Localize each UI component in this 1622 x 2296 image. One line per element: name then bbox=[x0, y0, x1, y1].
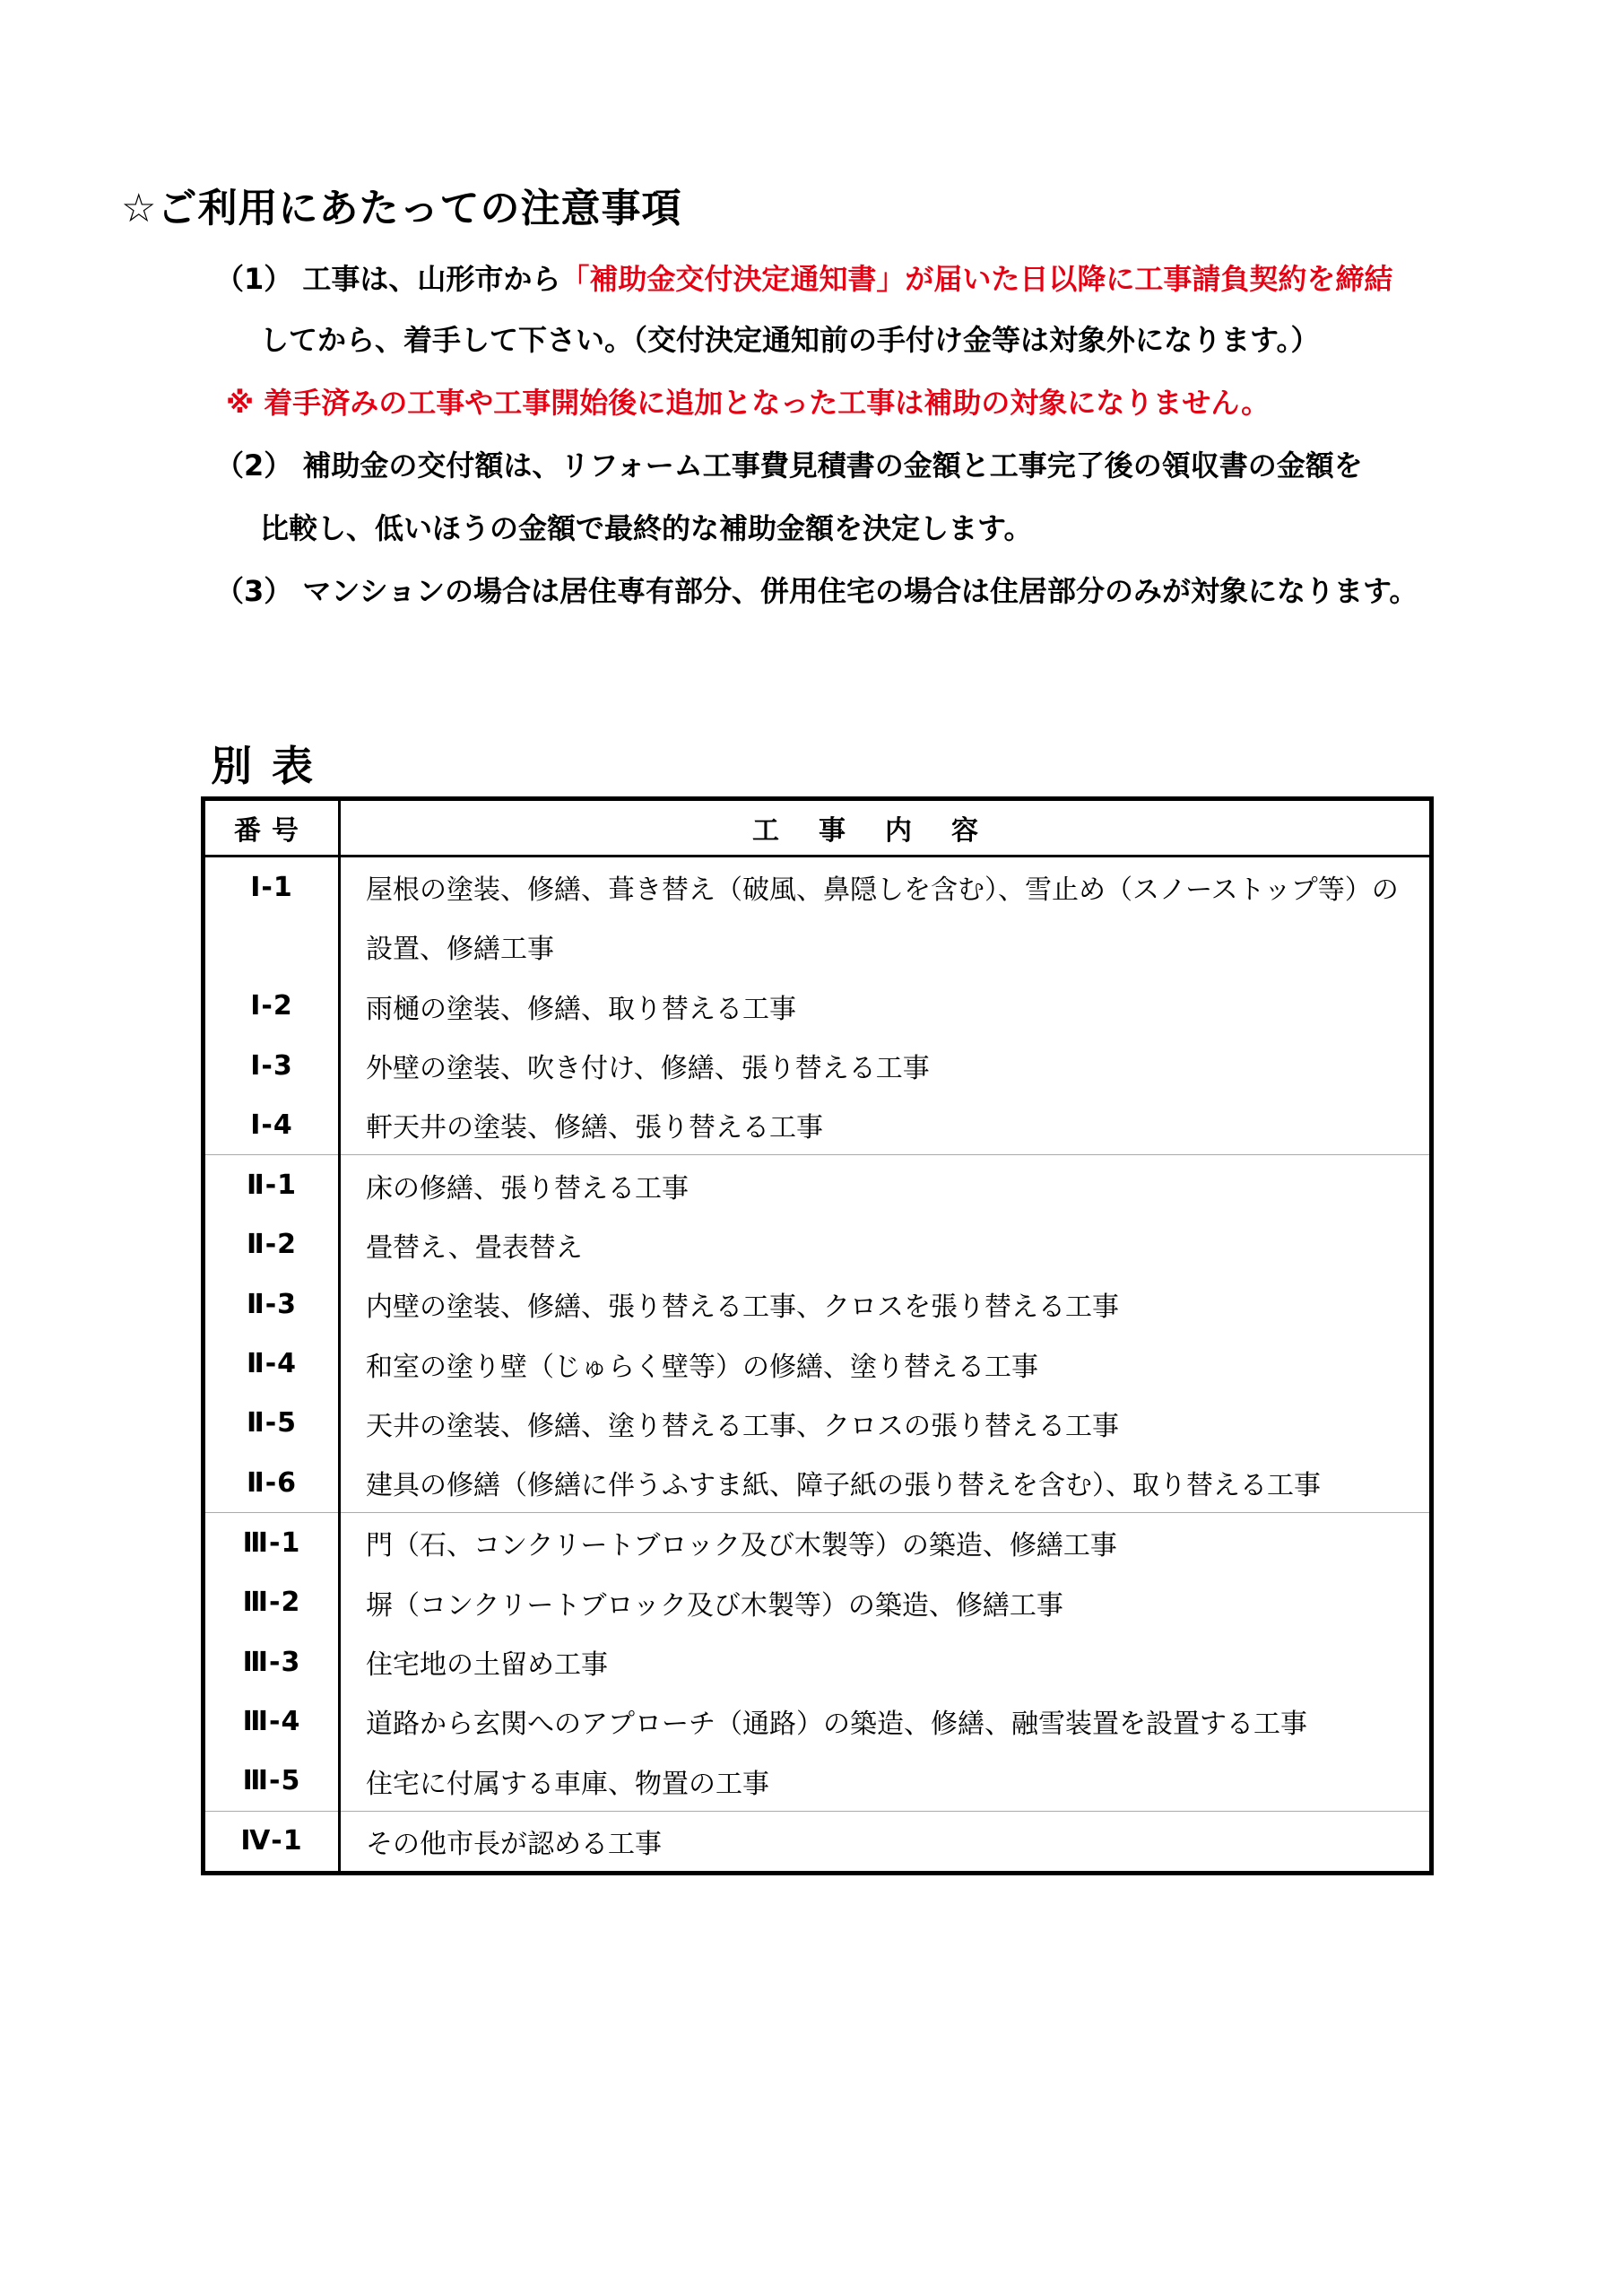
row-content: 門（石、コンクリートブロック及び木製等）の築造、修繕工事 bbox=[340, 1513, 1432, 1573]
table-row bbox=[204, 1274, 1432, 1334]
row-number: Ⅱ-6 bbox=[204, 1453, 340, 1513]
table-row bbox=[204, 1632, 1432, 1692]
row-number: Ⅲ-3 bbox=[242, 1646, 301, 1678]
table-row bbox=[204, 1095, 1432, 1155]
table-row bbox=[204, 1573, 1432, 1632]
row-content: 住宅地の土留め工事 bbox=[340, 1632, 1432, 1692]
note-item-2-line-2: 比較し、低いほうの金額で最終的な補助金額を決定します。 bbox=[260, 511, 1033, 545]
header-content: 工事内容 bbox=[340, 799, 1432, 857]
row-number: Ⅱ-3 bbox=[246, 1288, 298, 1320]
note-item-1-highlight: 「補助金交付決定通知書」が届いた日以降に工事請負契約を締結 bbox=[560, 262, 1393, 296]
row-number: Ⅳ-1 bbox=[240, 1825, 303, 1857]
row-content: 畳替え、畳表替え bbox=[340, 1215, 1432, 1274]
row-content: 和室の塗り壁（じゅらく壁等）の修繕、塗り替える工事 bbox=[340, 1334, 1432, 1393]
row-number: Ⅰ-2 bbox=[250, 990, 293, 1022]
table-row bbox=[204, 1036, 1432, 1095]
row-content: 雨樋の塗装、修繕、取り替える工事 bbox=[340, 977, 1432, 1036]
table-row bbox=[204, 1394, 1432, 1453]
table-row bbox=[204, 977, 1432, 1036]
row-number bbox=[204, 917, 340, 976]
table-header-row bbox=[204, 799, 1432, 857]
table-row bbox=[204, 1692, 1432, 1751]
table-row bbox=[204, 1513, 1432, 1573]
table-row bbox=[204, 1811, 1432, 1873]
row-content: 床の修繕、張り替える工事 bbox=[340, 1155, 1432, 1215]
row-number: Ⅱ-4 bbox=[246, 1348, 298, 1380]
note-item-1-line-1 bbox=[215, 257, 1392, 298]
note-item-1-line-2: してから、着手して下さい。（交付決定通知前の手付け金等は対象外になります。） bbox=[260, 323, 1320, 357]
table-row bbox=[204, 917, 1432, 976]
row-content: 天井の塗装、修繕、塗り替える工事、クロスの張り替える工事 bbox=[340, 1394, 1432, 1453]
row-content: 塀（コンクリートブロック及び木製等）の築造、修繕工事 bbox=[340, 1573, 1432, 1632]
row-content: 内壁の塗装、修繕、張り替える工事、クロスを張り替える工事 bbox=[340, 1274, 1432, 1334]
row-number: Ⅲ-4 bbox=[242, 1705, 301, 1737]
row-number: Ⅰ-1 bbox=[250, 871, 293, 903]
row-number: Ⅱ-2 bbox=[246, 1229, 298, 1261]
row-content: 屋根の塗装、修繕、葺き替え（破風、鼻隠しを含む）、雪止め（スノーストップ等）の bbox=[340, 857, 1432, 918]
note-item-3: （3） マンションの場合は居住専有部分、併用住宅の場合は住居部分のみが対象になります。 bbox=[215, 574, 1418, 608]
notes-title: ☆ご利用にあたっての注意事項 bbox=[121, 186, 682, 231]
row-number: Ⅱ-1 bbox=[246, 1170, 298, 1202]
table-title: 別表 bbox=[211, 742, 333, 790]
row-content: 道路から玄関へのアプローチ（通路）の築造、修繕、融雪装置を設置する工事 bbox=[340, 1692, 1432, 1751]
row-content: 外壁の塗装、吹き付け、修繕、張り替える工事 bbox=[340, 1036, 1432, 1095]
row-number: Ⅰ-4 bbox=[204, 1095, 340, 1155]
row-content: 建具の修繕（修繕に伴うふすま紙、障子紙の張り替えを含む）、取り替える工事 bbox=[340, 1453, 1432, 1513]
table-row bbox=[204, 1751, 1432, 1811]
row-content: その他市長が認める工事 bbox=[340, 1811, 1432, 1873]
row-number: Ⅰ-3 bbox=[250, 1049, 293, 1082]
table-row bbox=[204, 857, 1432, 918]
row-content: 住宅に付属する車庫、物置の工事 bbox=[340, 1751, 1432, 1811]
note-item-2-line-1: （2） 補助金の交付額は、リフォーム工事費見積書の金額と工事完了後の領収書の金額を bbox=[215, 448, 1363, 483]
work-content-table bbox=[201, 796, 1434, 1875]
table-row bbox=[204, 1215, 1432, 1274]
table-row bbox=[204, 1155, 1432, 1215]
row-number: Ⅲ-1 bbox=[242, 1526, 301, 1559]
row-number: Ⅱ-5 bbox=[246, 1407, 298, 1439]
row-content: 設置、修繕工事 bbox=[340, 917, 1432, 976]
row-number: Ⅲ-5 bbox=[204, 1751, 340, 1811]
row-number: Ⅲ-2 bbox=[242, 1587, 301, 1619]
table-row bbox=[204, 1453, 1432, 1513]
row-content: 軒天井の塗装、修繕、張り替える工事 bbox=[340, 1095, 1432, 1155]
table-row bbox=[204, 1334, 1432, 1393]
note-warning: ※ 着手済みの工事や工事開始後に追加となった工事は補助の対象になりません。 bbox=[226, 386, 1271, 420]
note-item-1-prefix: （1） 工事は、山形市から bbox=[215, 262, 561, 296]
table-body bbox=[204, 857, 1432, 1874]
header-number: 番号 bbox=[204, 799, 340, 857]
